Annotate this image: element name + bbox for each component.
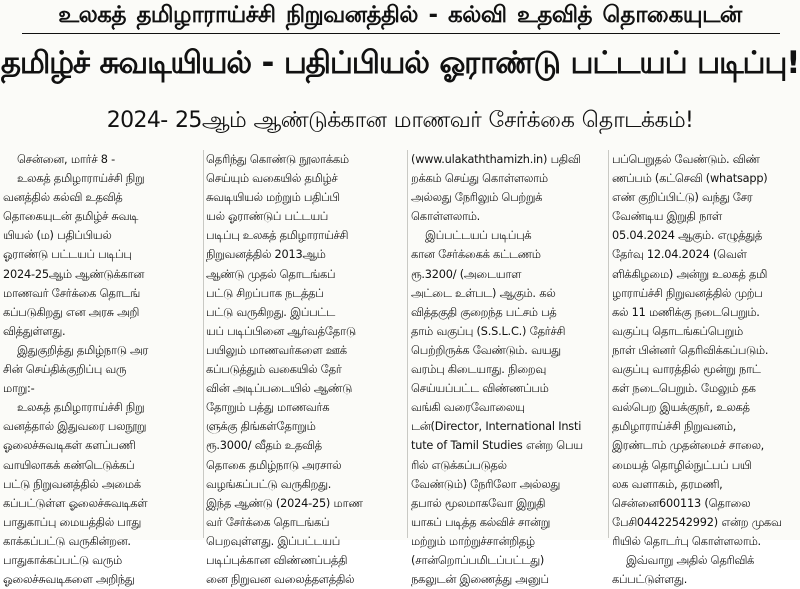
body-line: எண் குறிப்பிட்டு) வந்து சேர bbox=[612, 191, 753, 205]
body-line: பாதுகாப்பு மையத்தில் பாது bbox=[3, 515, 141, 529]
body-line: நாள் பின்னர் தெரிவிக்கப்படும். bbox=[612, 343, 769, 357]
body-line: பட்டு வருகிறது. இப்பட்ட bbox=[206, 305, 335, 319]
body-line: வாயிலாகக் கண்டெடுக்கப் bbox=[3, 458, 135, 472]
body-line: கள் நடைபெறும். மேலும் தக bbox=[612, 382, 756, 396]
body-line: வேண்டும்) நேரிலோ அல்லது bbox=[411, 477, 560, 491]
body-line: டன்(Director, International Insti bbox=[411, 420, 582, 434]
dateline: சென்னை, மார்ச் 8 - bbox=[17, 153, 116, 166]
body-line: ரியில் தொடர்பு கொள்ளலாம். bbox=[612, 534, 761, 548]
body-line: பாதுகாக்கப்பட்டு வரும் bbox=[3, 553, 122, 567]
body-line: ளிக்கிழமை) அன்று உலகத் தமி bbox=[612, 267, 768, 281]
body-line: வனத்தில் கல்வி உதவித் bbox=[3, 191, 123, 205]
body-line: உலகத் தமிழாராய்ச்சி நிறு bbox=[17, 172, 145, 186]
body-line: இரண்டாம் முதன்மைச் சாலை, bbox=[612, 439, 765, 453]
body-line: இதுகுறித்து தமிழ்நாடு அர bbox=[17, 343, 149, 357]
body-line: கல் 11 மணிக்கு நடைபெறும். bbox=[612, 305, 760, 319]
body-line: 2024-25ஆம் ஆண்டுக்கான bbox=[3, 267, 145, 281]
body-line: ரூ.3000/ வீதம் உதவித் bbox=[206, 439, 322, 453]
body-line: அல்லது நேரிலும் பெற்றுக் bbox=[411, 191, 543, 205]
body-line: பெறவுள்ளது. இப்பட்டயப் bbox=[206, 534, 340, 548]
website-line: (www.ulakaththamizh.in) பதிவி bbox=[411, 153, 581, 166]
body-line: வகுப்பு தொடங்கப்பெறும் bbox=[612, 324, 743, 338]
body-line: உலகத் தமிழாராய்ச்சி நிறு bbox=[17, 401, 145, 415]
body-line: tute of Tamil Studies என்ற பெய bbox=[411, 439, 583, 453]
kicker-line: உலகத் தமிழாராய்ச்சி நிறுவனத்தில் - கல்வி உதவித் தொகையுடன் bbox=[58, 2, 742, 28]
column-divider bbox=[203, 150, 204, 538]
body-line: ஓராண்டு பட்டயப் படிப்பு bbox=[3, 248, 132, 262]
body-line: சின் செய்திக்குறிப்பு வரு bbox=[3, 363, 127, 377]
body-line: யாகப் படித்த கல்விச் சான்று bbox=[411, 515, 550, 529]
column-divider bbox=[407, 150, 408, 538]
body-line: தமிழாராய்ச்சி நிறுவனம், bbox=[612, 420, 737, 434]
article-column-4 bbox=[612, 150, 798, 587]
body-line: படிப்பு உலகத் தமிழாராய்ச்சி bbox=[206, 229, 349, 243]
headline: தமிழ்ச் சுவடியியல் - பதிப்பியல் ஓராண்டு பட்டயப் படிப்பு! bbox=[0, 45, 800, 81]
body-line: ரில் எடுக்கப்படுதல் bbox=[411, 458, 507, 472]
body-line: யியல் (ம) பதிப்பியல் bbox=[3, 229, 112, 243]
body-line: வல்பெற இயக்குநர், உலகத் bbox=[612, 401, 750, 415]
body-line: சென்னை600113 (தொலை bbox=[612, 496, 751, 510]
body-line: காக்கப்பட்டு வருகின்றன. bbox=[3, 534, 131, 548]
body-line: நிறுவனத்தில் 2013ஆம் bbox=[206, 248, 326, 262]
body-line: தாம் வகுப்பு (S.S.L.C.) தேர்ச்சி bbox=[411, 324, 566, 338]
body-line: கப்பட்டுள்ள ஓலைச்சுவடிகள் bbox=[3, 496, 148, 510]
body-line: கொள்ளலாம். bbox=[411, 210, 481, 224]
body-line: ணப்பம் (கட்செவி (whatsapp) bbox=[612, 172, 768, 186]
body-line: மற்றும் மாற்றுச்சான்றிதழ் bbox=[411, 534, 535, 548]
body-line: கப்படுத்தும் வகையில் தேர் bbox=[206, 363, 342, 377]
column-divider bbox=[608, 150, 609, 538]
body-line: மாணவர் சேர்க்கை தொடங் bbox=[3, 286, 140, 300]
body-line: ஓலைச்சுவடிகளை அறிந்து bbox=[3, 573, 135, 587]
body-line: ஓலைச்சுவடிகள் களப்பணி bbox=[3, 439, 136, 453]
body-line: பப்பெறுதல் வேண்டும். விண் bbox=[612, 153, 760, 166]
body-line: பேசி04422542992) என்ற முகவ bbox=[612, 515, 782, 529]
body-line: தபால் மூலமாகவோ இறுதி bbox=[411, 496, 546, 510]
body-line: (சான்றொப்பமிடப்பட்டது) bbox=[411, 553, 545, 567]
body-line: கப்படுகிறது என அரசு அறி bbox=[3, 305, 140, 319]
body-line: வேண்டிய இறுதி நாள் bbox=[612, 210, 722, 224]
body-line: படிப்புக்கான விண்ணப்பத்தி bbox=[206, 553, 348, 567]
subheadline: 2024- 25ஆம் ஆண்டுக்கான மாணவர் சேர்க்கை தொடக்கம்! bbox=[106, 108, 694, 133]
body-line: னை நிறுவன வலைத்தளத்தில் bbox=[206, 573, 355, 587]
body-line: செய்யப்பட்ட விண்ணப்பம் bbox=[411, 382, 549, 396]
body-line: வித்தகுதி குறைந்த பட்சம் பத் bbox=[411, 305, 557, 319]
body-line: வின் அடிப்படையில் ஆண்டு bbox=[206, 382, 352, 396]
body-line: அட்டை உள்பட) ஆகும். கல் bbox=[411, 286, 556, 300]
body-line: யல் ஓராண்டுப் பட்டயப் bbox=[206, 210, 329, 224]
body-line: பட்டு சிறப்பாக நடத்தப் bbox=[206, 286, 324, 300]
body-line: லக வளாகம், தரமணி, bbox=[612, 477, 723, 491]
body-line: வகுப்பு வாரத்தில் மூன்று நாட் bbox=[612, 363, 761, 377]
body-line: தோறும் பத்து மாணவர்க bbox=[206, 401, 330, 415]
body-line: வங்கி வரைவோலையு bbox=[411, 401, 525, 415]
body-line: வழங்கப்பட்டு வருகிறது. bbox=[206, 477, 332, 491]
kicker-underline bbox=[22, 33, 780, 34]
body-line: கப்பட்டுள்ளது. bbox=[612, 573, 688, 587]
body-line: நகலுடன் இணைத்து அனுப் bbox=[411, 573, 549, 587]
body-line: வர் சேர்க்கை தொடங்கப் bbox=[206, 515, 330, 529]
body-line: ளுக்கு திங்கள்தோறும் bbox=[206, 420, 316, 434]
body-line: சுவடியியல் மற்றும் பதிப்பி bbox=[206, 191, 340, 205]
body-line: ஆண்டு முதல் தொடங்கப் bbox=[206, 267, 336, 281]
article-column-1 bbox=[3, 150, 199, 587]
body-line: தொகையுடன் தமிழ்ச் சுவடி bbox=[3, 210, 138, 224]
body-line: பட்டு நிறுவனத்தில் அமைக் bbox=[3, 477, 141, 491]
body-line: பெற்றிருக்க வேண்டும். வயது bbox=[411, 343, 561, 357]
body-line: இந்த ஆண்டு (2024-25) மாண bbox=[206, 496, 363, 510]
body-line: பயிலும் மாணவர்களை ஊக் bbox=[206, 343, 347, 357]
article-column-3 bbox=[411, 150, 605, 587]
body-line: செய்யும் வகையில் தமிழ்ச் bbox=[206, 172, 338, 186]
body-line: மாறு:- bbox=[3, 382, 35, 396]
body-line: ழாராய்ச்சி நிறுவனத்தில் முற்ப bbox=[612, 286, 763, 300]
body-line: றக்கம் செய்து கொள்ளலாம் bbox=[411, 172, 548, 186]
body-line: கான சேர்க்கைக் கட்டணம் bbox=[411, 248, 541, 262]
body-line: மையத் தொழில்நுட்பப் பயி bbox=[612, 458, 752, 472]
body-line: 05.04.2024 ஆகும். எழுத்துத் bbox=[612, 229, 763, 243]
body-line: தெரிந்து கொண்டு நூலாக்கம் bbox=[206, 153, 349, 166]
body-line: வித்துள்ளது. bbox=[3, 324, 66, 338]
body-line: யப் படிப்பினை ஆர்வத்தோடு bbox=[206, 324, 356, 338]
body-line: இவ்வாறு அதில் தெரிவிக் bbox=[626, 553, 755, 567]
body-line: வரம்பு கிடையாது. நிறைவு bbox=[411, 363, 546, 377]
body-line: இப்பட்டயப் படிப்புக் bbox=[425, 229, 532, 243]
article-column-2 bbox=[206, 150, 402, 587]
body-line: தேர்வு 12.04.2024 (வெள் bbox=[612, 248, 747, 262]
body-line: வனத்தால் இதுவரை பலநூறு bbox=[3, 420, 147, 434]
body-line: ரூ.3200/ (அடையாள bbox=[411, 267, 522, 281]
body-line: தொகை தமிழ்நாடு அரசால் bbox=[206, 458, 342, 472]
